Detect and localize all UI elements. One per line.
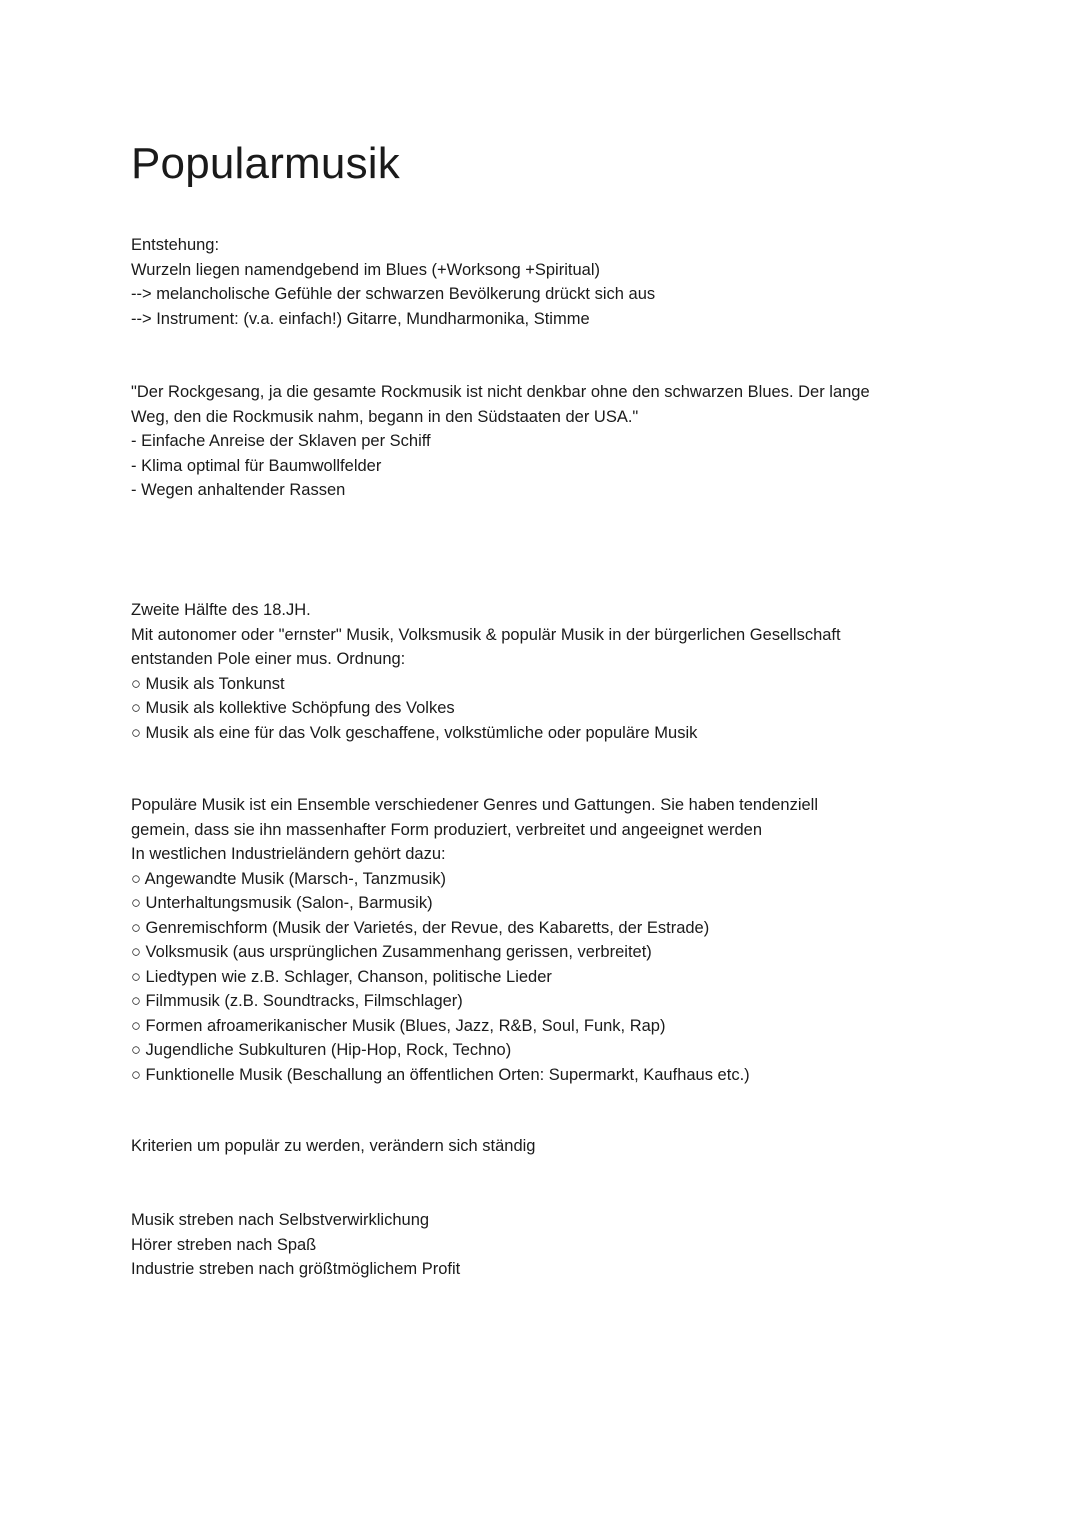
text-line: Industrie streben nach größtmöglichem Profit [131,1260,461,1278]
section-entstehung [131,233,951,331]
list-item: ○ Jugendliche Subkulturen (Hip-Hop, Rock, Techno) [131,1041,512,1059]
list-item: ○ Formen afroamerikanischer Musik (Blues, Jazz, R&B, Soul, Funk, Rap) [131,1016,666,1035]
section-populaere-musik [131,793,951,1087]
quote-line: Weg, den die Rockmusik nahm, begann in den Südstaaten der USA." [131,407,639,426]
text-line: gemein, dass sie ihn massenhafter Form produziert, verbreitet und angeeignet werden [131,820,763,839]
list-item: ○ Musik als eine für das Volk geschaffene, volkstümliche oder populäre Musik [131,723,698,742]
text-line: Kriterien um populär zu werden, verändern sich ständig [131,1137,536,1155]
list-item: ○ Angewandte Musik (Marsch-, Tanzmusik) [131,869,447,888]
list-item: ○ Funktionelle Musik (Beschallung an öffentlichen Orten: Supermarkt, Kaufhaus etc.) [131,1065,750,1084]
list-item: - Wegen anhaltender Rassen [131,481,346,499]
text-line: Populäre Musik ist ein Ensemble verschiedener Genres und Gattungen. Sie haben tendenziell [131,796,818,814]
list-item: - Einfache Anreise der Sklaven per Schiff [131,432,431,450]
text-line: Hörer streben nach Spaß [131,1235,317,1254]
text-line: --> melancholische Gefühle der schwarzen Bevölkerung drückt sich aus [131,285,656,303]
text-line: --> Instrument: (v.a. einfach!) Gitarre, Mundharmonika, Stimme [131,309,590,328]
text-line: Mit autonomer oder "ernster" Musik, Volksmusik & populär Musik in der bürgerlichen Gesellschaft [131,625,841,644]
list-item: ○ Musik als kollektive Schöpfung des Volkes [131,699,455,717]
text-line: Musik streben nach Selbstverwirklichung [131,1211,430,1229]
section-quote [131,380,951,503]
list-item: - Klima optimal für Baumwollfelder [131,456,382,475]
list-item: ○ Liedtypen wie z.B. Schlager, Chanson, politische Lieder [131,967,552,986]
section-zweite-haelfte [131,598,951,745]
section-heading: Entstehung: [131,236,220,254]
text-line: In westlichen Industrieländern gehört dazu: [131,845,446,863]
section-kriterien [131,1134,951,1159]
list-item: ○ Musik als Tonkunst [131,674,285,693]
section-heading: Zweite Hälfte des 18.JH. [131,601,311,619]
list-item: ○ Genremischform (Musik der Varietés, der Revue, des Kabaretts, der Estrade) [131,918,710,937]
list-item: ○ Volksmusik (aus ursprünglichen Zusammenhang gerissen, verbreitet) [131,943,652,961]
section-streben [131,1208,951,1282]
list-item: ○ Filmmusik (z.B. Soundtracks, Filmschlager) [131,992,463,1010]
list-item: ○ Unterhaltungsmusik (Salon-, Barmusik) [131,894,433,912]
text-line: entstanden Pole einer mus. Ordnung: [131,650,406,668]
quote-line: "Der Rockgesang, ja die gesamte Rockmusik ist nicht denkbar ohne den schwarzen Blues. Der lange [131,383,870,401]
page-title: Popularmusik [131,139,400,188]
text-line: Wurzeln liegen namendgebend im Blues (+Worksong +Spiritual) [131,260,600,279]
